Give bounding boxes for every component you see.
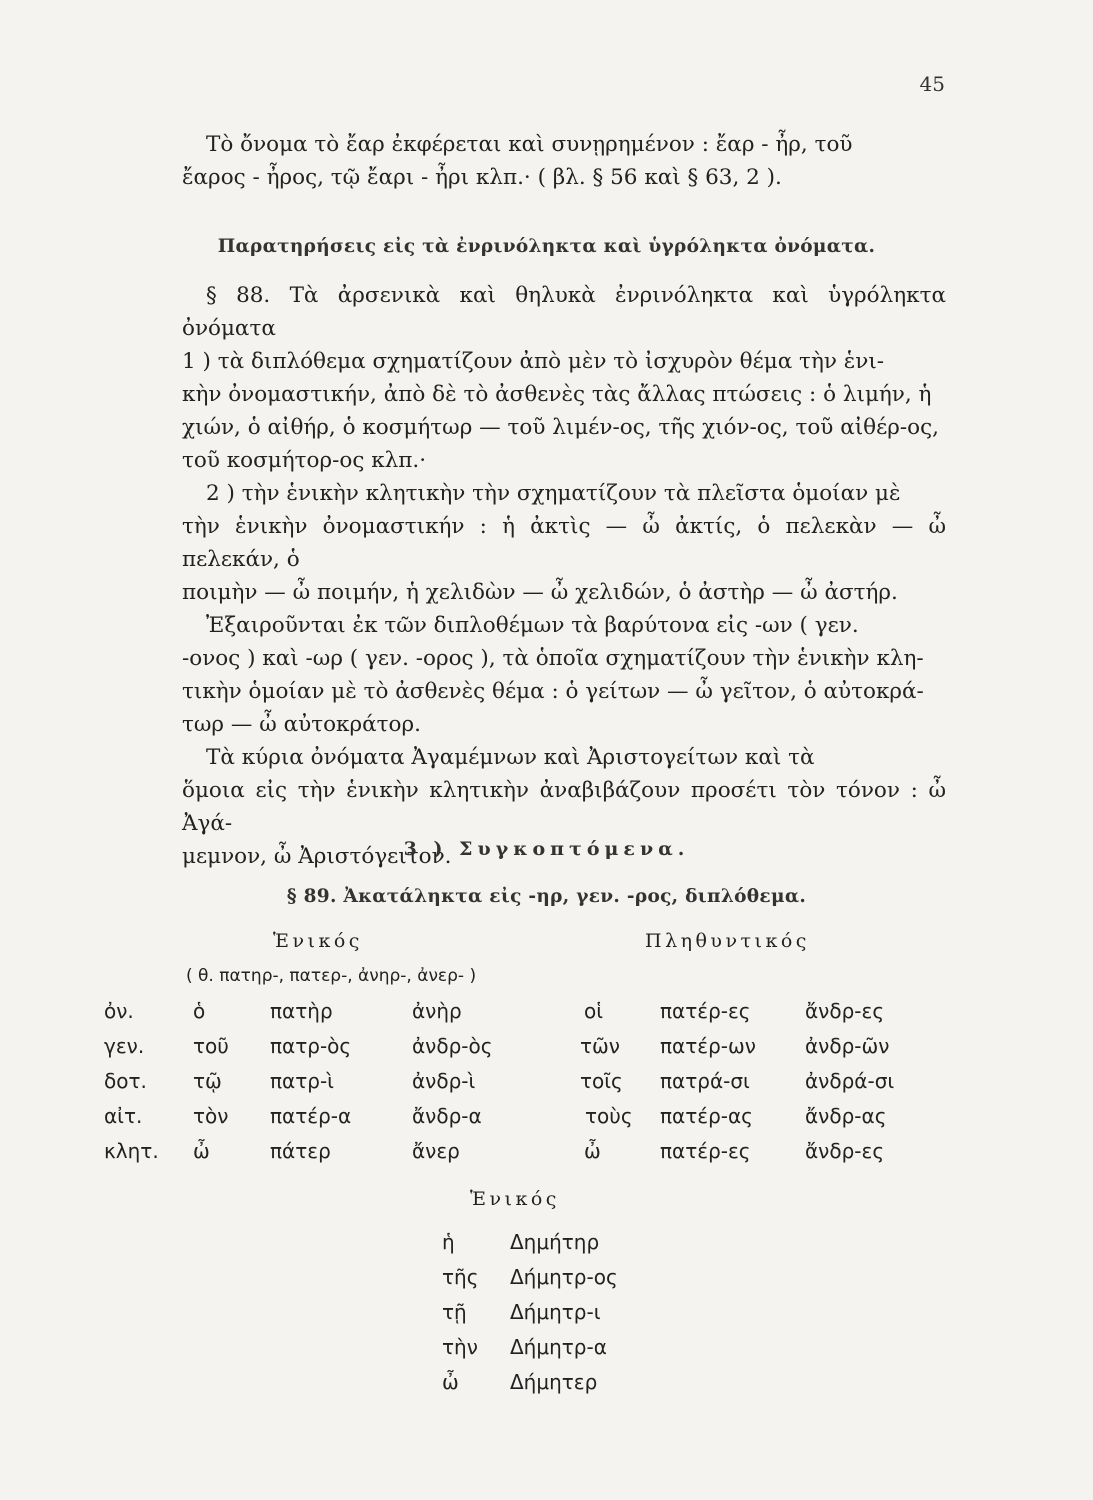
demeter-article: τὴν xyxy=(442,1335,478,1359)
article-plural: τῶν xyxy=(580,1034,620,1058)
section-88-line: Τὰ κύρια ὀνόματα Ἀγαμέμνων καὶ Ἀριστογείτων καὶ τὰ xyxy=(206,745,815,770)
demeter-form: Δήμητρ-ι xyxy=(510,1300,601,1324)
section-88-line: τὴν ἑνικὴν ὀνομαστικήν : ἡ ἀκτὶς — ὦ ἀκτίς, ὁ πελεκὰν — ὦ πελεκάν, ὁ xyxy=(182,514,946,572)
case-label: ὀν. xyxy=(104,999,134,1023)
section-88-line: ὅμοια εἰς τὴν ἑνικὴν κλητικὴν ἀναβιβάζουν προσέτι τὸν τόνον : ὦ Ἀγά- xyxy=(182,778,946,836)
case-label: κλητ. xyxy=(104,1139,159,1163)
section-88-line: τικὴν ὁμοίαν μὲ τὸ ἀσθενὲς θέμα : ὁ γείτων — ὦ γεῖτον, ὁ αὐτοκρά- xyxy=(182,679,924,704)
section-88-line: μεμνον, ὦ Ἀριστόγειτον. xyxy=(182,844,452,869)
intro-line: Τὸ ὄνομα τὸ ἔαρ ἐκφέρεται καὶ συνῃρημένον : ἔαρ - ἦρ, τοῦ xyxy=(206,132,853,157)
section-88-line: τωρ — ὦ αὐτοκράτορ. xyxy=(182,712,421,737)
article-singular: τοῦ xyxy=(193,1034,229,1058)
case-label: αἰτ. xyxy=(104,1104,143,1128)
section-88-line: τοῦ κοσμήτορ-ος κλπ.· xyxy=(182,448,427,473)
demeter-form: Δήμητρ-α xyxy=(510,1335,607,1359)
article-singular: ὁ xyxy=(193,999,206,1023)
case-label: γεν. xyxy=(104,1034,145,1058)
demeter-form: Δήμητρ-ος xyxy=(510,1265,618,1289)
page-number: 45 xyxy=(919,72,945,96)
demeter-article: ὦ xyxy=(442,1370,459,1394)
aner-plural: ἄνδρ-ας xyxy=(805,1104,887,1128)
aner-plural: ἄνδρ-ες xyxy=(805,999,885,1023)
case-label: δοτ. xyxy=(104,1069,147,1093)
article-plural: τοῖς xyxy=(580,1069,623,1093)
article-singular: τὸν xyxy=(193,1104,229,1128)
article-plural: τοὺς xyxy=(585,1104,633,1128)
aner-singular: ἀνδρ-ὶ xyxy=(412,1069,476,1093)
demeter-form: Δήμητερ xyxy=(510,1370,598,1394)
aner-singular: ἄνερ xyxy=(412,1139,460,1163)
pater-singular: πατρ-ὸς xyxy=(270,1034,352,1058)
singular-header: Ἑνικός xyxy=(273,930,363,952)
demeter-article: τῇ xyxy=(442,1300,467,1324)
pater-plural: πατέρ-ες xyxy=(660,999,751,1023)
aner-singular: ἀνὴρ xyxy=(412,999,462,1023)
section-88-line: § 88. Τὰ ἀρσενικὰ καὶ θηλυκὰ ἐνρινόληκτα καὶ ὑγρόληκτα ὀνόματα xyxy=(182,283,946,341)
plural-header: Πληθυντικός xyxy=(645,930,810,952)
pater-singular: πατρ-ὶ xyxy=(270,1069,334,1093)
section-88-line: ποιμὴν — ὦ ποιμήν, ἡ χελιδὼν — ὦ χελιδών, ὁ ἀστὴρ — ὦ ἀστήρ. xyxy=(182,580,898,605)
aner-plural: ἄνδρ-ες xyxy=(805,1139,885,1163)
section-88-line: -ονος ) καὶ -ωρ ( γεν. -ορος ), τὰ ὁποῖα σχηματίζουν τὴν ἑνικὴν κλη- xyxy=(182,646,924,671)
aner-singular: ἄνδρ-α xyxy=(412,1104,482,1128)
section-88-line: χιών, ὁ αἰθήρ, ὁ κοσμήτωρ — τοῦ λιμέν-ος, τῆς χιόν-ος, τοῦ αἰθέρ-ος, xyxy=(182,415,939,440)
aner-plural: ἀνδρά-σι xyxy=(805,1069,895,1093)
demeter-article: ἡ xyxy=(442,1230,455,1254)
demeter-article: τῆς xyxy=(442,1265,479,1289)
article-plural: οἱ xyxy=(584,999,604,1023)
stem-note: ( θ. πατηρ-, πατερ-, ἀνηρ-, ἀνερ- ) xyxy=(186,966,477,986)
article-plural: ὦ xyxy=(584,1139,601,1163)
pater-singular: πατέρ-α xyxy=(270,1104,352,1128)
pater-plural: πατέρ-ες xyxy=(660,1139,751,1163)
observations-heading: Παρατηρήσεις εἰς τὰ ἐνρινόληκτα καὶ ὑγρόληκτα ὀνόματα. xyxy=(217,236,876,257)
section-88-line: 2 ) τὴν ἑνικὴν κλητικὴν τὴν σχηματίζουν τὰ πλεῖστα ὁμοίαν μὲ xyxy=(206,481,901,506)
pater-singular: πατὴρ xyxy=(270,999,333,1023)
pater-plural: πατέρ-ων xyxy=(660,1034,756,1058)
intro-line: ἔαρος - ἦρος, τῷ ἔαρι - ἦρι κλπ.· ( βλ. § 56 καὶ § 63, 2 ). xyxy=(182,165,782,190)
demeter-singular-header: Ἑνικός xyxy=(470,1188,560,1210)
demeter-form: Δημήτηρ xyxy=(510,1230,600,1254)
section-88-line: κὴν ὀνομαστικήν, ἀπὸ δὲ τὸ ἀσθενὲς τὰς ἄλλας πτώσεις : ὁ λιμήν, ἡ xyxy=(182,382,932,407)
pater-plural: πατρά-σι xyxy=(660,1069,750,1093)
aner-singular: ἀνδρ-ὸς xyxy=(412,1034,493,1058)
section-88-line: 1 ) τὰ διπλόθεμα σχηματίζουν ἀπὸ μὲν τὸ ἰσχυρὸν θέμα τὴν ἑνι- xyxy=(182,349,885,374)
section-89-heading: § 89. Ἀκατάληκτα εἰς -ηρ, γεν. -ρος, διπλόθεμα. xyxy=(286,886,807,907)
pater-singular: πάτερ xyxy=(270,1139,331,1163)
syncopated-heading: 3 ) Συγκοπτόμενα. xyxy=(403,838,690,860)
pater-plural: πατέρ-ας xyxy=(660,1104,753,1128)
section-88-line: Ἐξαιροῦνται ἐκ τῶν διπλοθέμων τὰ βαρύτονα εἰς -ων ( γεν. xyxy=(206,613,859,638)
article-singular: ὦ xyxy=(193,1139,210,1163)
aner-plural: ἀνδρ-ῶν xyxy=(805,1034,890,1058)
article-singular: τῷ xyxy=(193,1069,222,1093)
